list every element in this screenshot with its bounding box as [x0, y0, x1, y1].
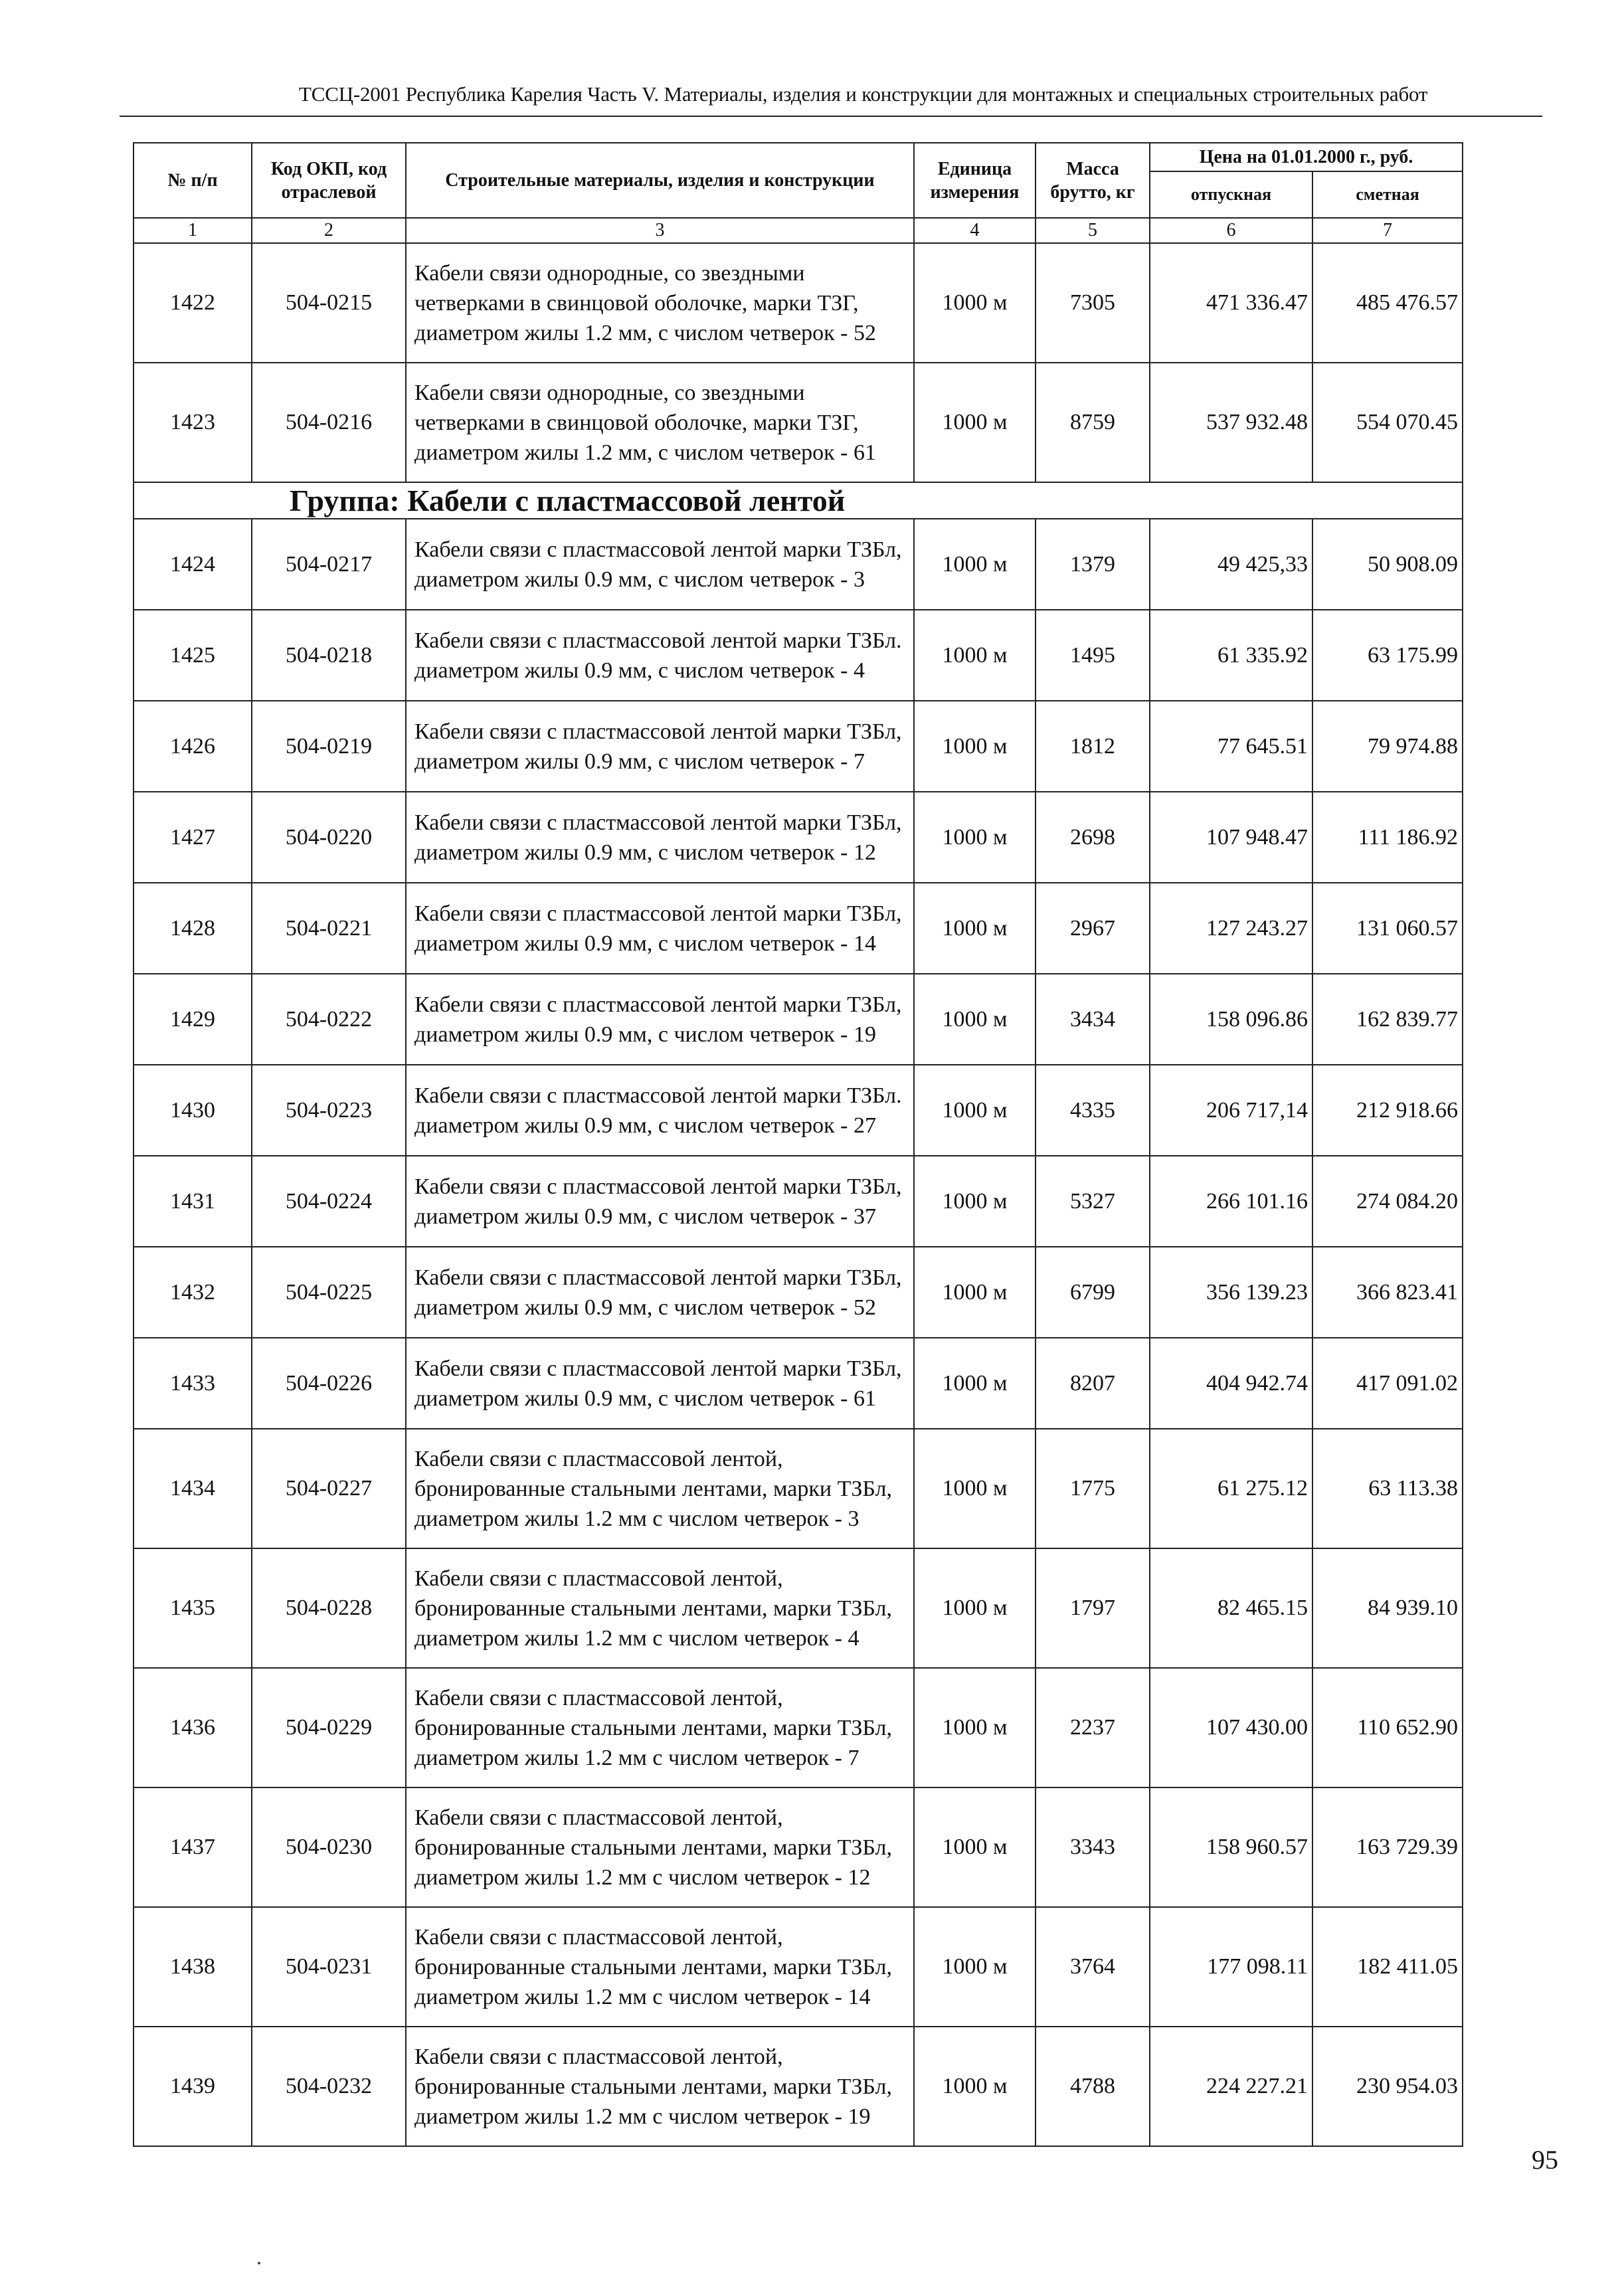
row-code: 504-0224	[252, 1156, 406, 1247]
row-code: 504-0225	[252, 1247, 406, 1338]
row-mass: 1797	[1036, 1548, 1150, 1668]
row-description: Кабели связи с пластмассовой лентой, бронированные стальными лентами, марки ТЗБл, диаметром жилы 1.2 мм с числом четверок - 14	[406, 1907, 914, 2027]
row-description: Кабели связи однородные, со звездными четверками в свинцовой оболочке, марки ТЗГ, диаметром жилы 1.2 мм, с числом четверок - 52	[406, 243, 914, 363]
row-unit: 1000 м	[914, 1548, 1036, 1668]
row-mass: 1495	[1036, 610, 1150, 701]
row-number: 1427	[134, 792, 252, 883]
row-code: 504-0219	[252, 701, 406, 792]
row-unit: 1000 м	[914, 2027, 1036, 2146]
row-number: 1434	[134, 1429, 252, 1548]
row-description: Кабели связи с пластмассовой лентой марки ТЗБл. диаметром жилы 0.9 мм, с числом четверок - 4	[406, 610, 914, 701]
row-mass: 1379	[1036, 519, 1150, 610]
row-description: Кабели связи с пластмассовой лентой марки ТЗБл, диаметром жилы 0.9 мм, с числом четверок - 19	[406, 974, 914, 1065]
row-price-estimate: 84 939.10	[1312, 1548, 1463, 1668]
table-row	[134, 519, 1463, 610]
table-row	[134, 1156, 1463, 1247]
row-mass: 6799	[1036, 1247, 1150, 1338]
row-number: 1422	[134, 243, 252, 363]
table-row	[134, 1907, 1463, 2027]
table-row	[134, 883, 1463, 974]
row-mass: 4788	[1036, 2027, 1150, 2146]
row-mass: 7305	[1036, 243, 1150, 363]
row-mass: 2237	[1036, 1668, 1150, 1787]
column-header-price-group: Цена на 01.01.2000 г., руб.	[1150, 143, 1463, 171]
row-description: Кабели связи с пластмассовой лентой, бронированные стальными лентами, марки ТЗБл, диаметром жилы 1.2 мм с числом четверок - 19	[406, 2027, 914, 2146]
stray-dot	[258, 2262, 260, 2264]
row-description: Кабели связи с пластмассовой лентой марки ТЗБл. диаметром жилы 0.9 мм, с числом четверок - 27	[406, 1065, 914, 1156]
row-price-estimate: 417 091.02	[1312, 1338, 1463, 1429]
row-price-estimate: 212 918.66	[1312, 1065, 1463, 1156]
row-price-release: 107 948.47	[1150, 792, 1312, 883]
column-header-price-estimate: сметная	[1312, 171, 1463, 218]
row-code: 504-0229	[252, 1668, 406, 1787]
column-header-mass: Масса брутто, кг	[1036, 143, 1150, 218]
column-number: 7	[1312, 218, 1463, 243]
row-number: 1431	[134, 1156, 252, 1247]
row-price-estimate: 110 652.90	[1312, 1668, 1463, 1787]
row-price-estimate: 162 839.77	[1312, 974, 1463, 1065]
group-row	[134, 482, 1463, 519]
row-mass: 3764	[1036, 1907, 1150, 2027]
row-number: 1438	[134, 1907, 252, 2027]
column-number-row	[134, 218, 1463, 243]
table-row	[134, 2027, 1463, 2146]
row-price-estimate: 366 823.41	[1312, 1247, 1463, 1338]
row-price-release: 356 139.23	[1150, 1247, 1312, 1338]
table-row	[134, 792, 1463, 883]
row-unit: 1000 м	[914, 974, 1036, 1065]
row-price-estimate: 163 729.39	[1312, 1787, 1463, 1907]
row-price-release: 49 425,33	[1150, 519, 1312, 610]
row-price-estimate: 63 175.99	[1312, 610, 1463, 701]
row-description: Кабели связи с пластмассовой лентой марки ТЗБл, диаметром жилы 0.9 мм, с числом четверок - 12	[406, 792, 914, 883]
row-number: 1424	[134, 519, 252, 610]
row-mass: 2698	[1036, 792, 1150, 883]
materials-price-table	[133, 142, 1463, 2147]
row-code: 504-0228	[252, 1548, 406, 1668]
row-number: 1436	[134, 1668, 252, 1787]
column-header-code: Код ОКП, код отраслевой	[252, 143, 406, 218]
row-code: 504-0230	[252, 1787, 406, 1907]
row-number: 1435	[134, 1548, 252, 1668]
table-row	[134, 1787, 1463, 1907]
group-rows	[134, 519, 1463, 2146]
row-price-estimate: 79 974.88	[1312, 701, 1463, 792]
row-mass: 5327	[1036, 1156, 1150, 1247]
row-unit: 1000 м	[914, 519, 1036, 610]
row-description: Кабели связи с пластмассовой лентой марки ТЗБл, диаметром жилы 0.9 мм, с числом четверок - 52	[406, 1247, 914, 1338]
row-code: 504-0220	[252, 792, 406, 883]
column-number: 4	[914, 218, 1036, 243]
row-unit: 1000 м	[914, 1429, 1036, 1548]
row-mass: 3343	[1036, 1787, 1150, 1907]
row-description: Кабели связи с пластмассовой лентой марки ТЗБл, диаметром жилы 0.9 мм, с числом четверок - 3	[406, 519, 914, 610]
row-unit: 1000 м	[914, 1338, 1036, 1429]
column-header-price-release: отпускная	[1150, 171, 1312, 218]
row-unit: 1000 м	[914, 243, 1036, 363]
row-description: Кабели связи с пластмассовой лентой, бронированные стальными лентами, марки ТЗБл, диаметром жилы 1.2 мм с числом четверок - 3	[406, 1429, 914, 1548]
row-description: Кабели связи с пластмассовой лентой марки ТЗБл, диаметром жилы 0.9 мм, с числом четверок - 14	[406, 883, 914, 974]
column-number: 2	[252, 218, 406, 243]
column-header-num: № п/п	[134, 143, 252, 218]
row-number: 1433	[134, 1338, 252, 1429]
row-unit: 1000 м	[914, 1247, 1036, 1338]
row-price-estimate: 485 476.57	[1312, 243, 1463, 363]
row-code: 504-0226	[252, 1338, 406, 1429]
column-number: 6	[1150, 218, 1312, 243]
row-description: Кабели связи с пластмассовой лентой, бронированные стальными лентами, марки ТЗБл, диаметром жилы 1.2 мм с числом четверок - 4	[406, 1548, 914, 1668]
page-header: ТССЦ-2001 Республика Карелия Часть V. Материалы, изделия и конструкции для монтажных и специальных строительных работ	[299, 82, 1428, 106]
column-header-name: Строительные материалы, изделия и конструкции	[406, 143, 914, 218]
row-code: 504-0223	[252, 1065, 406, 1156]
row-number: 1429	[134, 974, 252, 1065]
row-price-release: 177 098.11	[1150, 1907, 1312, 2027]
row-price-estimate: 63 113.38	[1312, 1429, 1463, 1548]
row-number: 1439	[134, 2027, 252, 2146]
row-price-release: 158 096.86	[1150, 974, 1312, 1065]
row-code: 504-0218	[252, 610, 406, 701]
row-unit: 1000 м	[914, 1156, 1036, 1247]
row-price-release: 77 645.51	[1150, 701, 1312, 792]
row-mass: 1775	[1036, 1429, 1150, 1548]
row-code: 504-0231	[252, 1907, 406, 2027]
row-unit: 1000 м	[914, 610, 1036, 701]
row-price-release: 107 430.00	[1150, 1668, 1312, 1787]
row-description: Кабели связи с пластмассовой лентой марки ТЗБл, диаметром жилы 0.9 мм, с числом четверок - 37	[406, 1156, 914, 1247]
column-number: 1	[134, 218, 252, 243]
row-description: Кабели связи однородные, со звездными четверками в свинцовой оболочке, марки ТЗГ, диаметром жилы 1.2 мм, с числом четверок - 61	[406, 363, 914, 482]
row-unit: 1000 м	[914, 701, 1036, 792]
table-row	[134, 974, 1463, 1065]
row-unit: 1000 м	[914, 792, 1036, 883]
table-row	[134, 1668, 1463, 1787]
row-number: 1437	[134, 1787, 252, 1907]
row-price-release: 61 335.92	[1150, 610, 1312, 701]
row-mass: 2967	[1036, 883, 1150, 974]
row-number: 1428	[134, 883, 252, 974]
row-price-release: 224 227.21	[1150, 2027, 1312, 2146]
column-number: 3	[406, 218, 914, 243]
row-mass: 3434	[1036, 974, 1150, 1065]
row-price-release: 404 942.74	[1150, 1338, 1312, 1429]
row-description: Кабели связи с пластмассовой лентой, бронированные стальными лентами, марки ТЗБл, диаметром жилы 1.2 мм с числом четверок - 12	[406, 1787, 914, 1907]
row-number: 1430	[134, 1065, 252, 1156]
row-price-release: 537 932.48	[1150, 363, 1312, 482]
row-price-estimate: 111 186.92	[1312, 792, 1463, 883]
table-row	[134, 363, 1463, 482]
row-unit: 1000 м	[914, 883, 1036, 974]
row-price-release: 61 275.12	[1150, 1429, 1312, 1548]
row-price-release: 206 717,14	[1150, 1065, 1312, 1156]
table-row	[134, 243, 1463, 363]
page-number: 95	[1532, 2145, 1558, 2175]
table-row	[134, 1429, 1463, 1548]
row-mass: 1812	[1036, 701, 1150, 792]
row-description: Кабели связи с пластмассовой лентой, бронированные стальными лентами, марки ТЗБл, диаметром жилы 1.2 мм с числом четверок - 7	[406, 1668, 914, 1787]
table-row	[134, 701, 1463, 792]
row-number: 1423	[134, 363, 252, 482]
row-unit: 1000 м	[914, 1907, 1036, 2027]
row-code: 504-0232	[252, 2027, 406, 2146]
row-mass: 8207	[1036, 1338, 1150, 1429]
row-code: 504-0216	[252, 363, 406, 482]
row-price-release: 266 101.16	[1150, 1156, 1312, 1247]
row-price-release: 82 465.15	[1150, 1548, 1312, 1668]
row-unit: 1000 м	[914, 1065, 1036, 1156]
row-unit: 1000 м	[914, 363, 1036, 482]
row-code: 504-0222	[252, 974, 406, 1065]
row-mass: 8759	[1036, 363, 1150, 482]
row-price-release: 158 960.57	[1150, 1787, 1312, 1907]
row-description: Кабели связи с пластмассовой лентой марки ТЗБл, диаметром жилы 0.9 мм, с числом четверок - 7	[406, 701, 914, 792]
row-price-estimate: 182 411.05	[1312, 1907, 1463, 2027]
row-price-release: 471 336.47	[1150, 243, 1312, 363]
table-row	[134, 1065, 1463, 1156]
row-description: Кабели связи с пластмассовой лентой марки ТЗБл, диаметром жилы 0.9 мм, с числом четверок - 61	[406, 1338, 914, 1429]
row-price-release: 127 243.27	[1150, 883, 1312, 974]
row-unit: 1000 м	[914, 1668, 1036, 1787]
row-unit: 1000 м	[914, 1787, 1036, 1907]
table-row	[134, 610, 1463, 701]
table-row	[134, 1247, 1463, 1338]
row-code: 504-0221	[252, 883, 406, 974]
table-row	[134, 1548, 1463, 1668]
row-number: 1432	[134, 1247, 252, 1338]
header-divider	[120, 116, 1542, 117]
row-code: 504-0227	[252, 1429, 406, 1548]
column-number: 5	[1036, 218, 1150, 243]
row-price-estimate: 554 070.45	[1312, 363, 1463, 482]
row-code: 504-0215	[252, 243, 406, 363]
row-price-estimate: 131 060.57	[1312, 883, 1463, 974]
column-header-unit: Единица измерения	[914, 143, 1036, 218]
row-mass: 4335	[1036, 1065, 1150, 1156]
group-heading: Группа: Кабели с пластмассовой лентой	[134, 482, 1463, 519]
row-price-estimate: 50 908.09	[1312, 519, 1463, 610]
row-number: 1425	[134, 610, 252, 701]
table-row	[134, 1338, 1463, 1429]
row-price-estimate: 274 084.20	[1312, 1156, 1463, 1247]
row-number: 1426	[134, 701, 252, 792]
row-price-estimate: 230 954.03	[1312, 2027, 1463, 2146]
row-code: 504-0217	[252, 519, 406, 610]
